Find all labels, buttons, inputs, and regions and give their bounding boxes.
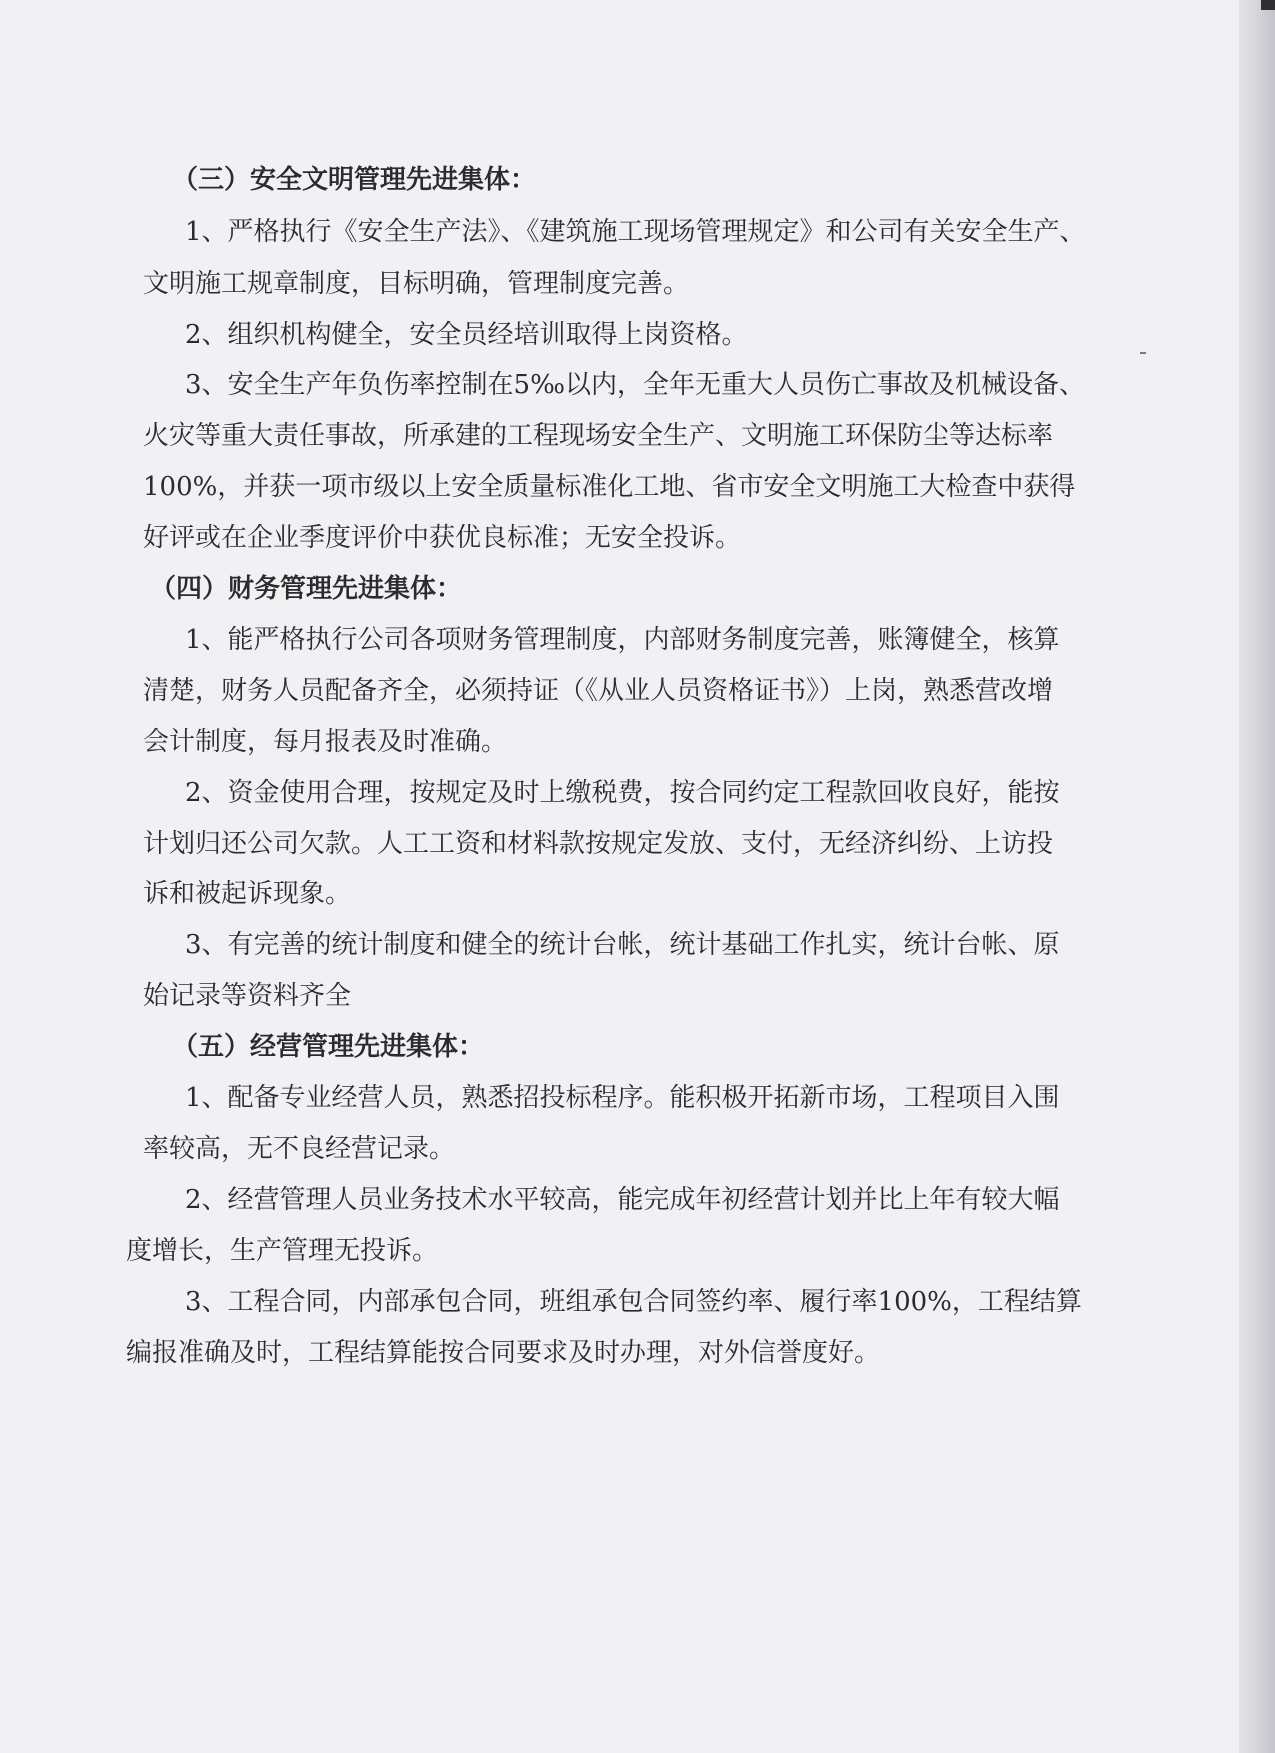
- clause-text-line: 1、能严格执行公司各项财务管理制度，内部财务制度完善，账簿健全，核算: [185, 625, 1060, 655]
- clause-text-line: 3、工程合同，内部承包合同，班组承包合同签约率、履行率100%，工程结算: [185, 1287, 1082, 1317]
- clause-text-line: 度增长，生产管理无投诉。: [126, 1236, 439, 1266]
- clause-text-line: 文明施工规章制度，目标明确，管理制度完善。: [143, 269, 690, 299]
- clause-text-line: 率较高，无不良经营记录。: [143, 1134, 456, 1164]
- clause-text-line: 2、组织机构健全，安全员经培训取得上岗资格。: [185, 320, 748, 350]
- clause-text-line: 诉和被起诉现象。: [143, 879, 352, 909]
- clause-text-line: 始记录等资料齐全: [143, 981, 352, 1011]
- clause-text-line: 清楚，财务人员配备齐全，必须持证（《从业人员资格证书》）上岗，熟悉营改增: [143, 676, 1054, 706]
- clause-text-line: 1、严格执行《安全生产法》、《建筑施工现场管理规定》和公司有关安全生产、: [185, 217, 1086, 247]
- clause-text-line: 2、资金使用合理，按规定及时上缴税费，按合同约定工程款回收良好，能按: [185, 778, 1060, 808]
- clause-text-line: 编报准确及时，工程结算能按合同要求及时办理，对外信誉度好。: [126, 1338, 881, 1368]
- section-heading: （五）经营管理先进集体：: [172, 1032, 485, 1062]
- clause-text-line: 火灾等重大责任事故，所承建的工程现场安全生产、文明施工环保防尘等达标率: [143, 421, 1054, 451]
- clause-text-line: 100%，并获一项市级以上安全质量标准化工地、省市安全文明施工大检查中获得: [143, 472, 1076, 502]
- clause-text-line: 会计制度，每月报表及时准确。: [143, 727, 508, 757]
- section-heading: （三）安全文明管理先进集体：: [172, 165, 537, 195]
- clause-text-line: 计划归还公司欠款。人工工资和材料款按规定发放、支付，无经济纠纷、上访投: [143, 829, 1054, 859]
- clause-text-line: 好评或在企业季度评价中获优良标准；无安全投诉。: [143, 523, 742, 553]
- section-heading: （四）财务管理先进集体：: [150, 574, 463, 604]
- clause-text-line: 1、配备专业经营人员，熟悉招投标程序。能积极开拓新市场，工程项目入围: [185, 1083, 1060, 1113]
- clause-text-line: 3、安全生产年负伤率控制在5‰以内，全年无重大人员伤亡事故及机械设备、: [185, 370, 1085, 400]
- clause-text-line: 3、有完善的统计制度和健全的统计台帐，统计基础工作扎实，统计台帐、原: [185, 930, 1060, 960]
- clause-text-line: 2、经营管理人员业务技术水平较高，能完成年初经营计划并比上年有较大幅: [185, 1185, 1060, 1215]
